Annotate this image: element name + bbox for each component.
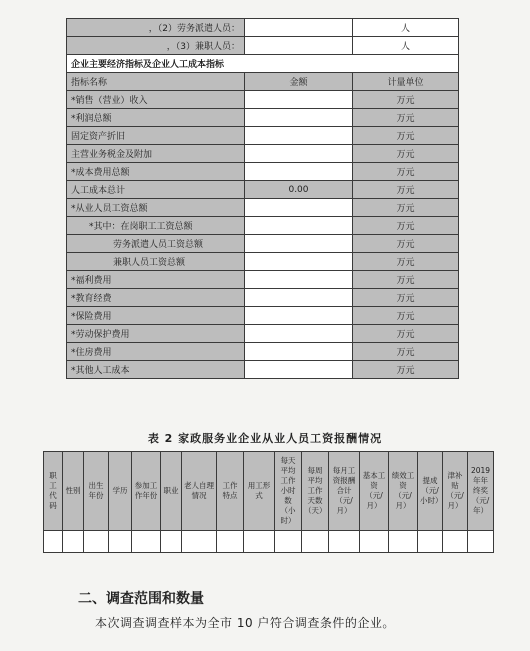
- header-label: 每月工资报酬合计（元/月）: [332, 466, 356, 515]
- data-cell[interactable]: [109, 531, 132, 553]
- indicator-name: *其他人工成本: [67, 361, 245, 379]
- unit-cell: 万元: [353, 343, 459, 361]
- header-label: 老人自理情况: [184, 481, 214, 500]
- table-row: [67, 127, 459, 145]
- column-header: [275, 452, 302, 531]
- amount-cell[interactable]: [245, 253, 353, 271]
- unit-cell: 万元: [353, 307, 459, 325]
- data-cell[interactable]: [44, 531, 63, 553]
- header-label: 每天平均工作小时数（小时）: [280, 456, 296, 525]
- column-header: [132, 452, 161, 531]
- unit-cell: 万元: [353, 109, 459, 127]
- table-row: [67, 253, 459, 271]
- column-header: [217, 452, 244, 531]
- row-label: ，（2）劳务派遣人员：: [67, 19, 245, 37]
- data-cell[interactable]: [63, 531, 84, 553]
- table-row: [67, 181, 459, 199]
- unit-cell: 万元: [353, 361, 459, 379]
- table-row: [67, 289, 459, 307]
- table-row: [67, 325, 459, 343]
- column-header: 金额: [245, 73, 353, 91]
- header-label: 2019年年终奖（元/年）: [470, 466, 491, 515]
- indicator-name: *销售（营业）收入: [67, 91, 245, 109]
- unit-cell: 人: [353, 19, 459, 37]
- amount-cell[interactable]: [245, 199, 353, 217]
- header-label: 出生年份: [88, 481, 104, 500]
- table-row: [44, 531, 494, 553]
- indicator-name: 主营业务税金及附加: [67, 145, 245, 163]
- table-row: [67, 343, 459, 361]
- table2-caption: 表 2 家政服务业企业从业人员工资报酬情况: [147, 432, 383, 445]
- data-cell[interactable]: [161, 531, 182, 553]
- table-row: [67, 19, 459, 37]
- value-cell[interactable]: [245, 19, 353, 37]
- unit-cell: 万元: [353, 235, 459, 253]
- indicator-name: 固定资产折旧: [67, 127, 245, 145]
- header-label: 每周平均工作天数（天）: [304, 466, 327, 515]
- unit-cell: 万元: [353, 163, 459, 181]
- amount-cell[interactable]: [245, 91, 353, 109]
- amount-cell[interactable]: [245, 307, 353, 325]
- unit-cell: 万元: [353, 127, 459, 145]
- unit-cell: 万元: [353, 181, 459, 199]
- header-label: 基本工资（元/月）: [362, 471, 386, 510]
- indicator-name: *教育经费: [67, 289, 245, 307]
- indicator-name: *保险费用: [67, 307, 245, 325]
- data-cell[interactable]: [443, 531, 468, 553]
- data-cell[interactable]: [389, 531, 418, 553]
- section-header: 企业主要经济指标及企业人工成本指标: [67, 55, 459, 73]
- table-row: [67, 235, 459, 253]
- column-header: [244, 452, 275, 531]
- table-row: [67, 91, 459, 109]
- data-cell[interactable]: [302, 531, 329, 553]
- indicator-name: *从业人员工资总额: [67, 199, 245, 217]
- table-row: [67, 361, 459, 379]
- amount-cell[interactable]: [245, 361, 353, 379]
- unit-cell: 万元: [353, 91, 459, 109]
- row-label: ，（3）兼职人员：: [67, 37, 245, 55]
- amount-cell[interactable]: [245, 217, 353, 235]
- column-header: [360, 452, 389, 531]
- data-cell[interactable]: [418, 531, 443, 553]
- value-cell[interactable]: [245, 37, 353, 55]
- column-header: 计量单位: [353, 73, 459, 91]
- unit-cell: 万元: [353, 145, 459, 163]
- data-cell[interactable]: [244, 531, 275, 553]
- header-label: 津补贴（元/月）: [446, 471, 464, 510]
- indicator-name: *住房费用: [67, 343, 245, 361]
- indicator-name: 人工成本总计: [67, 181, 245, 199]
- table-row: [67, 271, 459, 289]
- column-header: [329, 452, 360, 531]
- section-header-row: [67, 55, 459, 73]
- table-row: [67, 37, 459, 55]
- data-cell[interactable]: [360, 531, 389, 553]
- header-label: 用工形式: [247, 481, 271, 500]
- unit-cell: 万元: [353, 325, 459, 343]
- header-label: 职业: [163, 486, 179, 495]
- section-title: 二、调查范围和数量: [78, 591, 204, 607]
- table-row: [67, 217, 459, 235]
- indicator-name: *利润总额: [67, 109, 245, 127]
- column-header: [63, 452, 84, 531]
- indicator-name: *成本费用总额: [67, 163, 245, 181]
- indicator-name: *其中：在岗职工工资总额: [67, 217, 245, 235]
- header-label: 职工代码: [49, 471, 57, 510]
- indicator-name: 兼职人员工资总额: [67, 253, 245, 271]
- table-row: [67, 199, 459, 217]
- data-cell[interactable]: [182, 531, 217, 553]
- amount-cell[interactable]: [245, 343, 353, 361]
- wage-table: [43, 451, 494, 553]
- table-row: [67, 163, 459, 181]
- column-header: [44, 452, 63, 531]
- data-cell[interactable]: [84, 531, 109, 553]
- data-cell[interactable]: [275, 531, 302, 553]
- table-row: [67, 307, 459, 325]
- column-header: [161, 452, 182, 531]
- unit-cell: 万元: [353, 289, 459, 307]
- indicator-name: *福利费用: [67, 271, 245, 289]
- unit-cell: 万元: [353, 217, 459, 235]
- header-label: 参加工作年份: [134, 481, 158, 500]
- unit-cell: 人: [353, 37, 459, 55]
- unit-cell: 万元: [353, 253, 459, 271]
- amount-cell[interactable]: [245, 235, 353, 253]
- unit-cell: 万元: [353, 271, 459, 289]
- amount-cell[interactable]: [245, 109, 353, 127]
- data-cell[interactable]: [132, 531, 161, 553]
- unit-cell: 万元: [353, 199, 459, 217]
- data-cell[interactable]: [468, 531, 494, 553]
- amount-cell[interactable]: [245, 127, 353, 145]
- column-header: [468, 452, 494, 531]
- data-cell[interactable]: [217, 531, 244, 553]
- column-header: [418, 452, 443, 531]
- data-cell[interactable]: [329, 531, 360, 553]
- indicator-name: *劳动保护费用: [67, 325, 245, 343]
- column-header-row: [44, 452, 494, 531]
- header-label: 学历: [112, 486, 128, 495]
- amount-cell[interactable]: [245, 325, 353, 343]
- table-row: [67, 145, 459, 163]
- column-header: [302, 452, 329, 531]
- amount-cell[interactable]: 0.00: [245, 181, 353, 199]
- table-row: [67, 109, 459, 127]
- indicator-name: 劳务派遣人员工资总额: [67, 235, 245, 253]
- column-header: [84, 452, 109, 531]
- section-body: 本次调查调查样本为全市 10 户符合调查条件的企业。: [95, 616, 395, 630]
- amount-cell[interactable]: [245, 163, 353, 181]
- column-header: [443, 452, 468, 531]
- amount-cell[interactable]: [245, 289, 353, 307]
- column-header: [182, 452, 217, 531]
- column-header-row: [67, 73, 459, 91]
- amount-cell[interactable]: [245, 145, 353, 163]
- header-label: 性别: [65, 486, 81, 495]
- column-header: [109, 452, 132, 531]
- column-header: [389, 452, 418, 531]
- header-label: 提成（元/小时）: [420, 476, 443, 505]
- header-label: 绩效工资（元/月）: [391, 471, 415, 510]
- economic-indicators-table: [66, 18, 459, 379]
- header-label: 工作特点: [222, 481, 238, 500]
- column-header: 指标名称: [67, 73, 245, 91]
- amount-cell[interactable]: [245, 271, 353, 289]
